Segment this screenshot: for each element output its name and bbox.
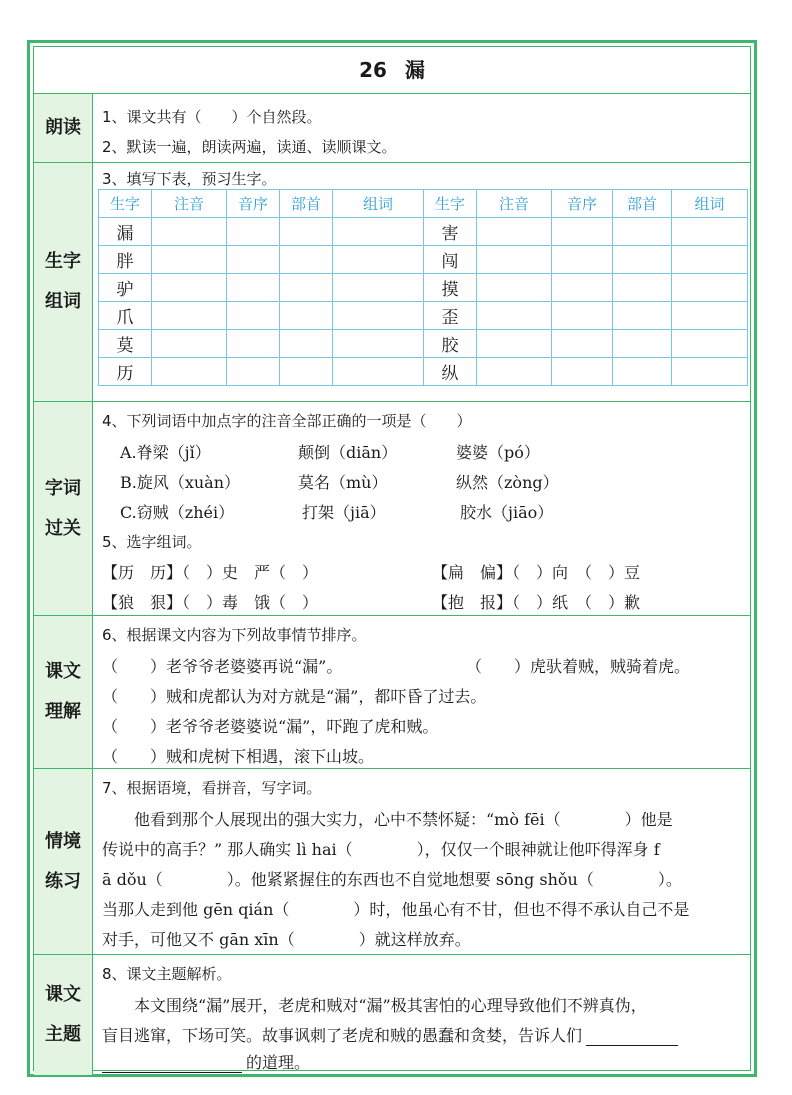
- option-a2: 颠倒（diān）: [298, 443, 398, 462]
- blank-cell[interactable]: [477, 330, 552, 358]
- blank-cell[interactable]: [613, 358, 672, 386]
- char-cell: 驴: [99, 274, 152, 302]
- char-table: [98, 189, 748, 386]
- section-content-theme: [102, 955, 744, 1075]
- context-line-1: 他看到那个人展现出的强大实力，心中不禁怀疑：“mò fēi（ ）他是: [102, 810, 673, 829]
- blank-cell[interactable]: [613, 246, 672, 274]
- section-content-words: [102, 402, 744, 615]
- section-read: [34, 94, 750, 163]
- theme-line-2: [102, 1023, 678, 1046]
- th: 注音: [477, 190, 552, 218]
- blank-cell[interactable]: [333, 246, 424, 274]
- plot-item-4: （ ）老爷爷老婆婆说“漏”，吓跑了虎和贼。: [102, 717, 439, 736]
- section-label-understand: [34, 616, 93, 768]
- blank-cell[interactable]: [152, 330, 227, 358]
- char-cell: 害: [424, 218, 477, 246]
- section-theme: [34, 955, 750, 1075]
- choice-row-1a: 【历 历】（ ）史 严（ ）: [102, 563, 319, 582]
- question-7: 7、根据语境，看拼音，写字词。: [102, 779, 322, 797]
- th: 组词: [333, 190, 424, 218]
- blank-cell[interactable]: [613, 218, 672, 246]
- plot-item-5: （ ）贼和虎树下相遇，滚下山坡。: [102, 747, 375, 766]
- option-a1: A.脊梁（jǐ）: [120, 443, 211, 462]
- table-row: [99, 246, 748, 274]
- blank-cell[interactable]: [672, 302, 748, 330]
- theme-line-3: [102, 1050, 310, 1073]
- plot-item-2: （ ）虎驮着贼，贼骑着虎。: [466, 657, 691, 676]
- answer-blank[interactable]: [586, 1027, 678, 1046]
- context-line-4: 当那人走到他 gēn qián（ ）时，他虽心有不甘，但也不得不承认自己不是: [102, 900, 690, 919]
- section-content-understand: [102, 616, 744, 768]
- option-b2: 莫名（mù）: [298, 473, 388, 492]
- char-cell: 莫: [99, 330, 152, 358]
- blank-cell[interactable]: [552, 246, 613, 274]
- blank-cell[interactable]: [672, 246, 748, 274]
- blank-cell[interactable]: [280, 274, 333, 302]
- section-understand: [34, 616, 750, 769]
- blank-cell[interactable]: [333, 358, 424, 386]
- blank-cell[interactable]: [613, 274, 672, 302]
- section-label-chars: [34, 163, 93, 401]
- blank-cell[interactable]: [152, 218, 227, 246]
- table-row: [99, 274, 748, 302]
- label-text: 字词: [45, 477, 81, 499]
- blank-cell[interactable]: [672, 218, 748, 246]
- blank-cell[interactable]: [613, 302, 672, 330]
- char-cell: 闯: [424, 246, 477, 274]
- question-4: 4、下列词语中加点字的注音全部正确的一项是（ ）: [102, 412, 472, 430]
- char-cell: 历: [99, 358, 152, 386]
- char-cell: 胖: [99, 246, 152, 274]
- section-content-read: [102, 94, 744, 162]
- label-text: 朗读: [45, 117, 81, 138]
- blank-cell[interactable]: [333, 330, 424, 358]
- plot-item-3: （ ）贼和虎都认为对方就是“漏”，都吓昏了过去。: [102, 687, 487, 706]
- option-c3: 胶水（jiāo）: [460, 503, 554, 522]
- section-label-theme: [34, 955, 93, 1075]
- label-text: 生字: [45, 251, 81, 272]
- blank-cell[interactable]: [552, 218, 613, 246]
- context-line-2: 传说中的高手？” 那人确实 lì hai（ ），仅仅一个眼神就让他吓得浑身 f: [102, 840, 660, 859]
- blank-cell[interactable]: [280, 358, 333, 386]
- option-a3: 婆婆（pó）: [456, 443, 540, 462]
- char-cell: 漏: [99, 218, 152, 246]
- label-text: 主题: [45, 1024, 81, 1045]
- question-1: 1、课文共有（ ）个自然段。: [102, 108, 322, 126]
- blank-cell[interactable]: [552, 274, 613, 302]
- choice-row-2b: 【抱 报】（ ）纸 （ ）歉: [432, 593, 641, 612]
- table-row: [99, 218, 748, 246]
- choice-row-1b: 【扁 偏】（ ）向 （ ）豆: [432, 563, 641, 582]
- blank-cell[interactable]: [152, 358, 227, 386]
- option-b3: 纵然（zòng）: [456, 473, 559, 492]
- blank-cell[interactable]: [552, 358, 613, 386]
- question-3: 3、填写下表，预习生字。: [102, 170, 277, 188]
- th: 部首: [613, 190, 672, 218]
- blank-cell[interactable]: [333, 302, 424, 330]
- blank-cell[interactable]: [477, 218, 552, 246]
- blank-cell[interactable]: [227, 274, 280, 302]
- th: 音序: [552, 190, 613, 218]
- blank-cell[interactable]: [227, 302, 280, 330]
- theme-line-3-text: 的道理。: [246, 1053, 311, 1072]
- blank-cell[interactable]: [552, 330, 613, 358]
- plot-item-1: （ ）老爷爷老婆婆再说“漏”。: [102, 657, 343, 676]
- blank-cell[interactable]: [152, 274, 227, 302]
- blank-cell[interactable]: [477, 302, 552, 330]
- option-c1: C.窃贼（zhéi）: [120, 503, 235, 522]
- blank-cell[interactable]: [672, 274, 748, 302]
- table-row: [99, 330, 748, 358]
- blank-cell[interactable]: [333, 274, 424, 302]
- blank-cell[interactable]: [227, 218, 280, 246]
- section-chars: [34, 163, 750, 402]
- blank-cell[interactable]: [477, 358, 552, 386]
- char-cell: 摸: [424, 274, 477, 302]
- blank-cell[interactable]: [672, 330, 748, 358]
- question-5: 5、选字组词。: [102, 533, 202, 551]
- blank-cell[interactable]: [552, 302, 613, 330]
- blank-cell[interactable]: [227, 358, 280, 386]
- char-cell: 胶: [424, 330, 477, 358]
- th: 部首: [280, 190, 333, 218]
- label-text: 过关: [45, 517, 81, 539]
- label-text: 课文: [45, 661, 81, 682]
- question-6: 6、根据课文内容为下列故事情节排序。: [102, 626, 367, 644]
- section-label-context: [34, 769, 93, 954]
- theme-line-2-text: 盲目逃窜，下场可笑。故事讽刺了老虎和贼的愚蠢和贪婪，告诉人们: [102, 1026, 583, 1045]
- context-line-3: ā dǒu（ ）。他紧紧握住的东西也不自觉地想要 sōng shǒu（ ）。: [102, 870, 682, 889]
- question-2: 2、默读一遍，朗读两遍，读通、读顺课文。: [102, 138, 397, 156]
- section-content-context: [102, 769, 744, 954]
- page-title: [34, 47, 750, 94]
- section-label-words: [34, 402, 93, 615]
- blank-cell[interactable]: [672, 358, 748, 386]
- th: 生字: [99, 190, 152, 218]
- char-cell: 爪: [99, 302, 152, 330]
- section-context: [34, 769, 750, 955]
- th: 生字: [424, 190, 477, 218]
- table-row: [99, 358, 748, 386]
- worksheet-frame: [27, 40, 757, 1077]
- blank-cell[interactable]: [152, 302, 227, 330]
- lesson-number: 26: [359, 58, 387, 82]
- table-row: [99, 302, 748, 330]
- section-content-chars: [98, 163, 744, 401]
- blank-cell[interactable]: [613, 330, 672, 358]
- label-text: 理解: [45, 701, 81, 722]
- choice-row-2a: 【狼 狠】（ ）毒 饿（ ）: [102, 593, 319, 612]
- worksheet-inner: [33, 46, 751, 1071]
- lesson-name: 漏: [404, 58, 425, 82]
- blank-cell[interactable]: [477, 246, 552, 274]
- blank-cell[interactable]: [280, 330, 333, 358]
- blank-cell[interactable]: [280, 218, 333, 246]
- char-cell: 歪: [424, 302, 477, 330]
- theme-line-1: 本文围绕“漏”展开，老虎和贼对“漏”极其害怕的心理导致他们不辨真伪，: [102, 996, 647, 1015]
- blank-cell[interactable]: [333, 218, 424, 246]
- blank-cell[interactable]: [280, 302, 333, 330]
- th: 组词: [672, 190, 748, 218]
- option-c2: 打架（jiā）: [302, 503, 386, 522]
- label-text: 情境: [45, 830, 81, 852]
- blank-cell[interactable]: [280, 246, 333, 274]
- question-8: 8、课文主题解析。: [102, 965, 232, 983]
- label-text: 组词: [45, 291, 81, 312]
- option-b1: B.旋风（xuàn）: [120, 473, 241, 492]
- section-words: [34, 402, 750, 616]
- th: 音序: [227, 190, 280, 218]
- blank-cell[interactable]: [227, 330, 280, 358]
- blank-cell[interactable]: [227, 246, 280, 274]
- char-cell: 纵: [424, 358, 477, 386]
- context-line-5: 对手，可他又不 gān xīn（ ）就这样放弃。: [102, 930, 471, 949]
- label-text: 练习: [45, 870, 81, 892]
- label-text: 课文: [45, 984, 81, 1005]
- th: 注音: [152, 190, 227, 218]
- blank-cell[interactable]: [477, 274, 552, 302]
- section-label-read: [34, 94, 93, 162]
- blank-cell[interactable]: [152, 246, 227, 274]
- answer-blank[interactable]: [102, 1054, 242, 1073]
- table-header-row: [99, 190, 748, 218]
